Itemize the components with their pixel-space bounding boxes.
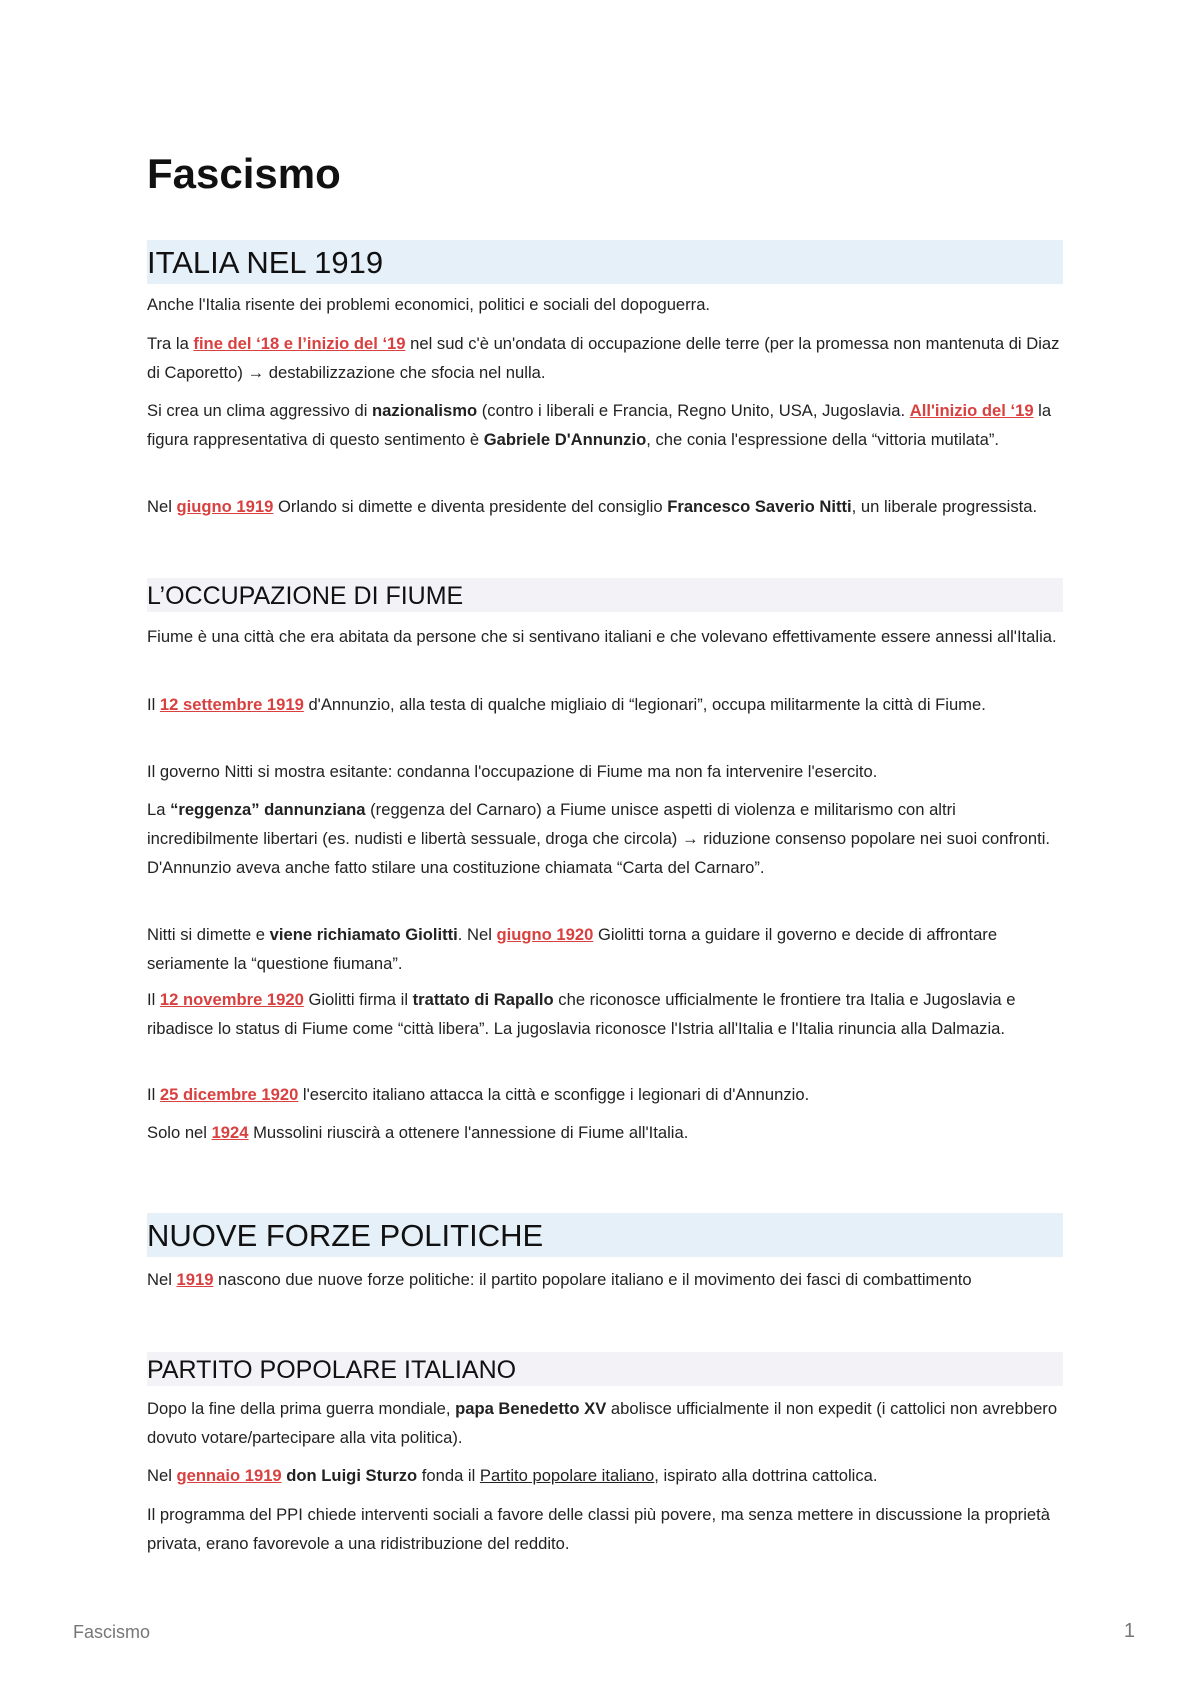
heading-partito-popolare-italiano: PARTITO POPOLARE ITALIANO xyxy=(147,1352,1063,1386)
bold-term: trattato di Rapallo xyxy=(412,990,554,1009)
paragraph: Il governo Nitti si mostra esitante: condanna l'occupazione di Fiume ma non fa intervenire l'esercito. xyxy=(147,762,878,781)
document-title: Fascismo xyxy=(147,150,341,197)
footer-page-number: 1 xyxy=(1123,1620,1135,1642)
date-highlight: giugno 1920 xyxy=(496,925,594,944)
paragraph: Anche l'Italia risente dei problemi economici, politici e sociali del dopoguerra. xyxy=(147,295,711,314)
date-highlight: fine del ‘18 e l’inizio del ‘19 xyxy=(193,334,406,353)
bold-term: nazionalismo xyxy=(372,401,478,420)
heading-nuove-forze-politiche: NUOVE FORZE POLITICHE xyxy=(147,1213,1063,1257)
bold-term: papa Benedetto XV xyxy=(455,1399,607,1418)
paragraph: Il 12 novembre 1920 Giolitti firma il trattato di Rapallo che riconosce ufficialmente le frontiere tra Italia e Jugoslavia e ribadisce lo status di Fiume come “città libera”. La jugoslavia riconosce l'Istria all'Italia e l'Italia rinuncia alla Dalmazia. xyxy=(147,990,1016,1038)
paragraph: Il 25 dicembre 1920 l'esercito italiano attacca la città e sconfigge i legionari di d'Annunzio. xyxy=(147,1085,810,1104)
paragraph: Nel 1919 nascono due nuove forze politiche: il partito popolare italiano e il movimento dei fasci di combattimento xyxy=(147,1270,972,1289)
bold-term: “reggenza” dannunziana xyxy=(170,800,366,819)
date-highlight: All'inizio del ‘19 xyxy=(909,401,1034,420)
date-highlight: 1919 xyxy=(176,1270,214,1289)
paragraph: Solo nel 1924 Mussolini riuscirà a ottenere l'annessione di Fiume all'Italia. xyxy=(147,1123,689,1142)
paragraph: Fiume è una città che era abitata da persone che si sentivano italiani e che volevano effettivamente essere annessi all'Italia. xyxy=(147,627,1057,646)
date-highlight: gennaio 1919 xyxy=(176,1466,282,1485)
paragraph: Il programma del PPI chiede interventi sociali a favore delle classi più povere, ma senza mettere in discussione la proprietà privata, erano favorevole a una ridistribuzione del reddito. xyxy=(147,1505,1050,1553)
bold-term: Francesco Saverio Nitti xyxy=(667,497,852,516)
bold-term: viene richiamato Giolitti xyxy=(269,925,458,944)
paragraph: Si crea un clima aggressivo di nazionalismo (contro i liberali e Francia, Regno Unito, USA, Jugoslavia. All'inizio del ‘19 la figura rappresentativa di questo sentimento è Gabriele D'Annunzio, che conia l'espressione della “vittoria mutilata”. xyxy=(147,401,1052,449)
paragraph: Dopo la fine della prima guerra mondiale, papa Benedetto XV abolisce ufficialmente il non expedit (i cattolici non avrebbero dovuto votare/partecipare alla vita politica). xyxy=(147,1399,1058,1447)
footer-document-name: Fascismo xyxy=(73,1622,151,1642)
date-highlight: 1924 xyxy=(211,1123,249,1142)
paragraph: Nel giugno 1919 Orlando si dimette e diventa presidente del consiglio Francesco Saverio Nitti, un liberale progressista. xyxy=(147,497,1038,516)
paragraph: La “reggenza” dannunziana (reggenza del Carnaro) a Fiume unisce aspetti di violenza e militarismo con altri incredibilmente libertari (es. nudisti e libertà sessuale, droga che circola) → riduzione consenso popolare nei suoi confronti. D'Annunzio aveva anche fatto stilare una costituzione chiamata “Carta del Carnaro”. xyxy=(147,800,1050,877)
paragraph: Tra la fine del ‘18 e l’inizio del ‘19 nel sud c'è un'ondata di occupazione delle terre (per la promessa non mantenuta di Diaz di Caporetto) → destabilizzazione che sfocia nel nulla. xyxy=(147,334,1060,382)
paragraph: Nel gennaio 1919 don Luigi Sturzo fonda il Partito popolare italiano, ispirato alla dottrina cattolica. xyxy=(147,1466,878,1485)
date-highlight: giugno 1919 xyxy=(176,497,274,516)
heading-occupazione-di-fiume: L’OCCUPAZIONE DI FIUME xyxy=(147,578,1063,612)
paragraph: Il 12 settembre 1919 d'Annunzio, alla testa di qualche migliaio di “legionari”, occupa militarmente la città di Fiume. xyxy=(147,695,986,714)
bold-term: don Luigi Sturzo xyxy=(286,1466,418,1485)
date-highlight: 25 dicembre 1920 xyxy=(159,1085,299,1104)
date-highlight: 12 novembre 1920 xyxy=(159,990,304,1009)
date-highlight: 12 settembre 1919 xyxy=(159,695,304,714)
bold-term: Gabriele D'Annunzio xyxy=(483,430,647,449)
paragraph: Nitti si dimette e viene richiamato Giolitti. Nel giugno 1920 Giolitti torna a guidare il governo e decide di affrontare seriamente la “questione fiumana”. xyxy=(147,925,998,973)
heading-italia-nel-1919: ITALIA NEL 1919 xyxy=(147,240,1063,284)
underlined-term: Partito popolare italiano xyxy=(479,1466,655,1485)
